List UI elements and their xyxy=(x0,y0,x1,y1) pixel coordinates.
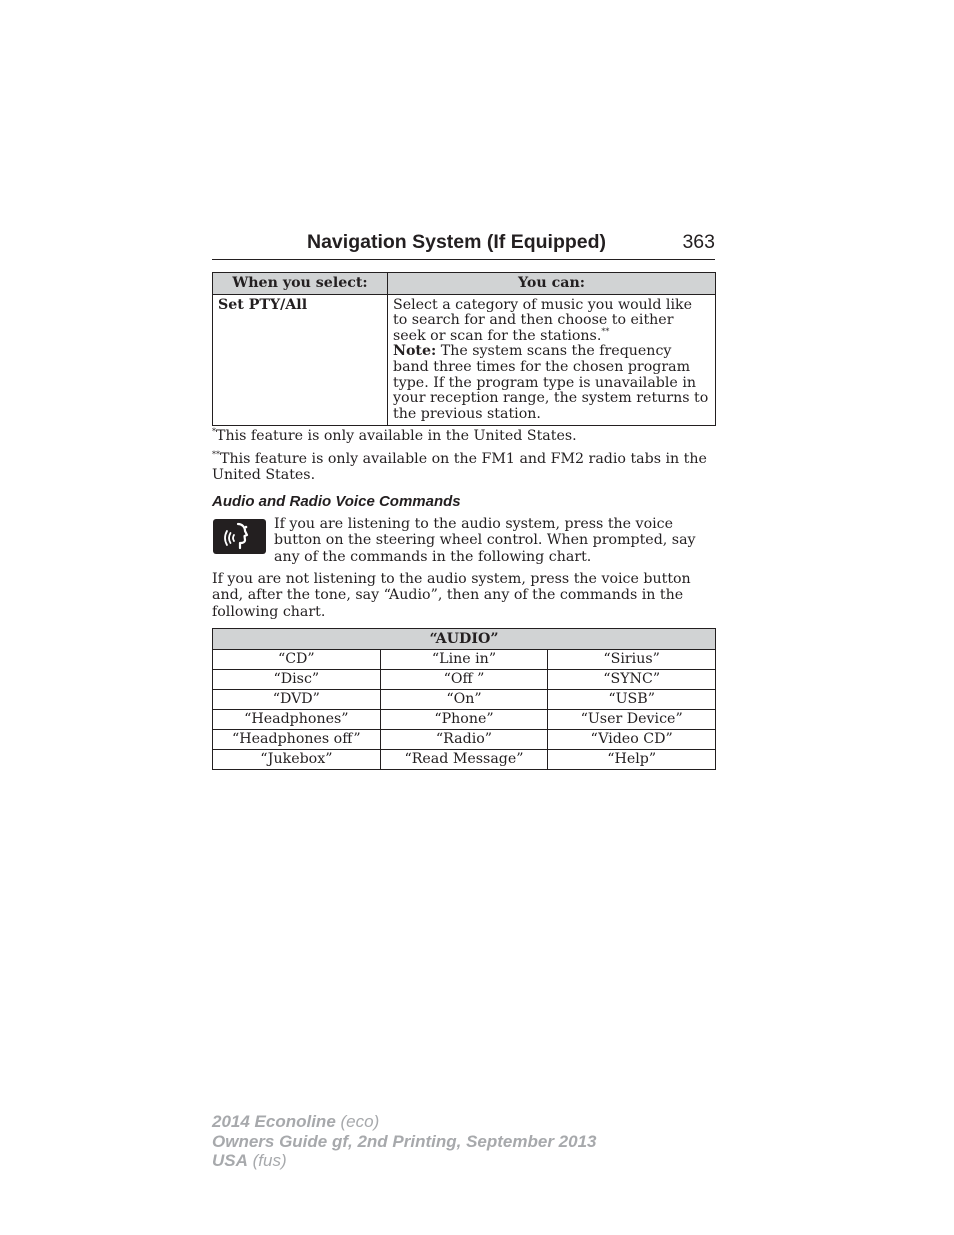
footnote-text: This feature is only available in the United States. xyxy=(216,428,577,444)
table-cell: “Phone” xyxy=(380,710,548,730)
table-row xyxy=(213,730,716,750)
footer-line xyxy=(212,1151,596,1171)
footnote xyxy=(212,428,716,444)
table-cell: “Line in” xyxy=(380,650,548,670)
note-text: The system scans the frequency band three times for the chosen program type. If the program type is unavailable in your reception range, the system returns to the previous station. xyxy=(393,343,709,422)
page-footer xyxy=(212,1112,596,1171)
footer-market-code: (fus) xyxy=(247,1151,287,1170)
table-cell: “DVD” xyxy=(213,690,381,710)
description-text: Select a category of music you would like to search for and then choose to either seek or scan for the stations. xyxy=(393,296,692,344)
note-label: Note: xyxy=(393,343,437,360)
page-number: 363 xyxy=(682,231,715,253)
footer-line xyxy=(212,1132,596,1152)
table-row xyxy=(213,690,716,710)
table-row xyxy=(213,294,716,426)
table-header-row xyxy=(213,273,716,295)
table-cell: “Radio” xyxy=(380,730,548,750)
table-cell: “USB” xyxy=(548,690,716,710)
voice-button-icon xyxy=(213,519,266,554)
footer-market: USA xyxy=(212,1151,248,1170)
table-cell: “Disc” xyxy=(213,670,381,690)
table-cell: “Help” xyxy=(548,750,716,770)
page-title: Navigation System (If Equipped) xyxy=(307,231,607,253)
table-row xyxy=(213,650,716,670)
table-cell: “SYNC” xyxy=(548,670,716,690)
footer-model: 2014 Econoline xyxy=(212,1112,336,1131)
table-row xyxy=(213,710,716,730)
footer-model-code: (eco) xyxy=(335,1112,380,1131)
footer-guide-info: Owners Guide gf, 2nd Printing, September 2013 xyxy=(212,1131,597,1151)
intro-paragraph: If you are listening to the audio system, press the voice button on the steering wheel control. When prompted, say any of the commands in the following chart. xyxy=(274,516,696,565)
column-header: You can: xyxy=(388,273,716,295)
table-cell: “Sirius” xyxy=(548,650,716,670)
table-cell-select: Set PTY/All xyxy=(213,294,388,426)
column-header: “AUDIO” xyxy=(213,629,716,650)
table-cell: “Headphones off” xyxy=(213,730,381,750)
page-header xyxy=(212,229,715,260)
table-row xyxy=(213,670,716,690)
footer-line xyxy=(212,1112,596,1132)
table-cell-description xyxy=(388,294,716,426)
table-cell: “Video CD” xyxy=(548,730,716,750)
table-cell: “Read Message” xyxy=(380,750,548,770)
table-cell: “Off ” xyxy=(380,670,548,690)
table-cell: “Jukebox” xyxy=(213,750,381,770)
voice-icon-graphic xyxy=(213,519,266,554)
footnote-marker: ** xyxy=(601,326,610,336)
table-cell: “User Device” xyxy=(548,710,716,730)
pty-table xyxy=(212,272,716,426)
table-row xyxy=(213,750,716,770)
footnote-mark: * xyxy=(212,427,216,436)
footnote-text: This feature is only available on the FM1 and FM2 radio tabs in the United States. xyxy=(212,451,707,483)
footnote xyxy=(212,451,716,483)
instruction-paragraph: If you are not listening to the audio system, press the voice button and, after the tone, say “Audio”, then any of the commands in the following chart. xyxy=(212,571,691,620)
column-header: When you select: xyxy=(213,273,388,295)
table-cell: “On” xyxy=(380,690,548,710)
footnote-mark: ** xyxy=(212,450,220,459)
audio-commands-table xyxy=(212,628,716,770)
table-cell: “Headphones” xyxy=(213,710,381,730)
table-header-row xyxy=(213,629,716,650)
table-cell: “CD” xyxy=(213,650,381,670)
section-heading: Audio and Radio Voice Commands xyxy=(212,493,461,510)
